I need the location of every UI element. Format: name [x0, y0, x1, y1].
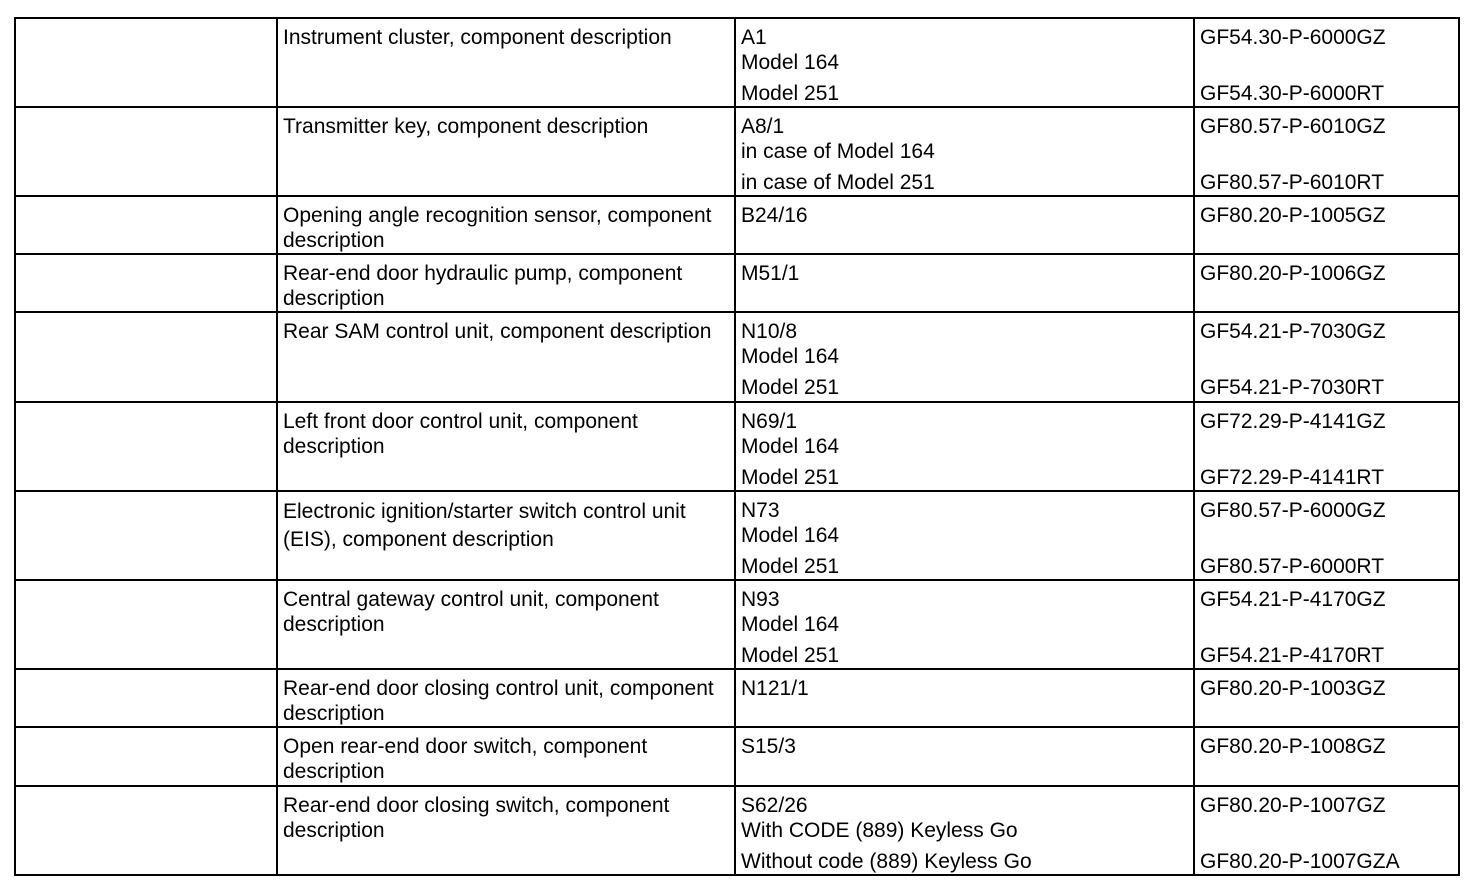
document-spacer	[1200, 139, 1454, 164]
designation-line: S62/26	[741, 794, 808, 817]
designation-line: N10/8	[741, 320, 798, 343]
document-reference[interactable]: GF80.20-P-1003GZ	[1200, 677, 1386, 700]
description-text: Electronic ignition/starter switch control unit (EIS), component description	[283, 500, 686, 551]
empty-cell	[15, 669, 277, 727]
designation-cell	[735, 18, 1194, 107]
description-text: Open rear-end door switch, component description	[283, 735, 648, 783]
document-spacer	[1200, 434, 1454, 459]
document-reference[interactable]: GF80.20-P-1007GZA	[1200, 850, 1400, 873]
empty-cell	[15, 727, 277, 786]
designation-line: in case of Model 251	[741, 171, 935, 194]
document-spacer	[1200, 523, 1454, 548]
designation-line: Model 251	[741, 376, 840, 399]
document-reference[interactable]: GF54.21-P-7030RT	[1200, 376, 1385, 399]
empty-cell	[15, 18, 277, 107]
empty-cell	[15, 491, 277, 580]
document-reference[interactable]: GF54.21-P-4170GZ	[1200, 588, 1386, 611]
document-spacer	[1200, 344, 1454, 369]
designation-line: A8/1	[741, 115, 785, 138]
designation-line: Without code (889) Keyless Go	[741, 850, 1032, 873]
description-text: Opening angle recognition sensor, component description	[283, 204, 712, 252]
description-text: Rear-end door closing control unit, component description	[283, 677, 714, 725]
designation-line: Model 164	[741, 51, 840, 74]
designation-line: Model 164	[741, 524, 840, 547]
description-text: Transmitter key, component description	[283, 115, 649, 138]
designation-line: M51/1	[741, 262, 800, 285]
document-reference[interactable]: GF54.30-P-6000RT	[1200, 82, 1385, 105]
empty-cell	[15, 580, 277, 669]
designation-line: Model 164	[741, 435, 840, 458]
table-row	[15, 402, 1459, 491]
empty-cell	[15, 312, 277, 402]
document-cell	[1194, 107, 1459, 196]
document-reference[interactable]: GF80.20-P-1008GZ	[1200, 735, 1386, 758]
table-row	[15, 727, 1459, 786]
document-reference[interactable]: GF54.21-P-7030GZ	[1200, 320, 1386, 343]
document-cell	[1194, 491, 1459, 580]
document-reference[interactable]: GF80.57-P-6000RT	[1200, 555, 1385, 578]
document-cell	[1194, 669, 1459, 727]
description-text: Instrument cluster, component description	[283, 26, 672, 49]
table-row	[15, 107, 1459, 196]
document-cell	[1194, 196, 1459, 254]
designation-line: S15/3	[741, 735, 796, 758]
designation-cell	[735, 580, 1194, 669]
document-spacer	[1200, 818, 1454, 843]
table-row	[15, 18, 1459, 107]
designation-cell	[735, 254, 1194, 312]
designation-cell	[735, 107, 1194, 196]
designation-line: N93	[741, 588, 780, 611]
table-row	[15, 491, 1459, 580]
document-reference[interactable]: GF72.29-P-4141RT	[1200, 466, 1385, 489]
designation-cell	[735, 786, 1194, 875]
table-body	[15, 18, 1459, 875]
document-reference[interactable]: GF72.29-P-4141GZ	[1200, 410, 1386, 433]
description-cell	[277, 254, 735, 312]
table-row	[15, 580, 1459, 669]
designation-line: Model 251	[741, 555, 840, 578]
designation-line: Model 251	[741, 82, 840, 105]
document-cell	[1194, 580, 1459, 669]
description-text: Rear-end door closing switch, component description	[283, 794, 670, 842]
description-cell	[277, 18, 735, 107]
document-reference[interactable]: GF80.57-P-6010RT	[1200, 171, 1385, 194]
table-row	[15, 669, 1459, 727]
document-cell	[1194, 254, 1459, 312]
designation-line: Model 164	[741, 345, 840, 368]
empty-cell	[15, 196, 277, 254]
designation-line: B24/16	[741, 204, 808, 227]
description-cell	[277, 491, 735, 580]
description-cell	[277, 402, 735, 491]
document-reference[interactable]: GF54.30-P-6000GZ	[1200, 26, 1386, 49]
description-cell	[277, 312, 735, 402]
empty-cell	[15, 786, 277, 875]
designation-line: A1	[741, 26, 767, 49]
description-cell	[277, 107, 735, 196]
designation-line: N69/1	[741, 410, 798, 433]
table-row	[15, 312, 1459, 402]
designation-line: N73	[741, 499, 780, 522]
document-reference[interactable]: GF80.20-P-1006GZ	[1200, 262, 1386, 285]
designation-line: Model 164	[741, 613, 840, 636]
document-spacer	[1200, 612, 1454, 637]
document-reference[interactable]: GF80.57-P-6000GZ	[1200, 499, 1386, 522]
document-cell	[1194, 18, 1459, 107]
document-reference[interactable]: GF80.57-P-6010GZ	[1200, 115, 1386, 138]
description-cell	[277, 196, 735, 254]
designation-cell	[735, 727, 1194, 786]
designation-cell	[735, 491, 1194, 580]
description-text: Rear-end door hydraulic pump, component description	[283, 262, 683, 310]
description-text: Left front door control unit, component description	[283, 410, 638, 458]
description-text: Central gateway control unit, component description	[283, 588, 659, 636]
table-row	[15, 254, 1459, 312]
description-cell	[277, 727, 735, 786]
description-cell	[277, 786, 735, 875]
component-table	[14, 17, 1460, 876]
designation-line: Model 251	[741, 466, 840, 489]
empty-cell	[15, 107, 277, 196]
document-cell	[1194, 786, 1459, 875]
document-cell	[1194, 402, 1459, 491]
description-cell	[277, 669, 735, 727]
document-reference[interactable]: GF80.20-P-1005GZ	[1200, 204, 1386, 227]
designation-cell	[735, 402, 1194, 491]
designation-cell	[735, 312, 1194, 402]
designation-line: With CODE (889) Keyless Go	[741, 819, 1018, 842]
document-spacer	[1200, 50, 1454, 75]
description-cell	[277, 580, 735, 669]
empty-cell	[15, 254, 277, 312]
document-reference[interactable]: GF80.20-P-1007GZ	[1200, 794, 1386, 817]
table-row	[15, 786, 1459, 875]
document-cell	[1194, 727, 1459, 786]
designation-line: N121/1	[741, 677, 809, 700]
designation-cell	[735, 669, 1194, 727]
document-cell	[1194, 312, 1459, 402]
table-row	[15, 196, 1459, 254]
designation-line: Model 251	[741, 644, 840, 667]
description-text: Rear SAM control unit, component description	[283, 320, 712, 343]
document-reference[interactable]: GF54.21-P-4170RT	[1200, 644, 1385, 667]
empty-cell	[15, 402, 277, 491]
designation-cell	[735, 196, 1194, 254]
designation-line: in case of Model 164	[741, 140, 935, 163]
